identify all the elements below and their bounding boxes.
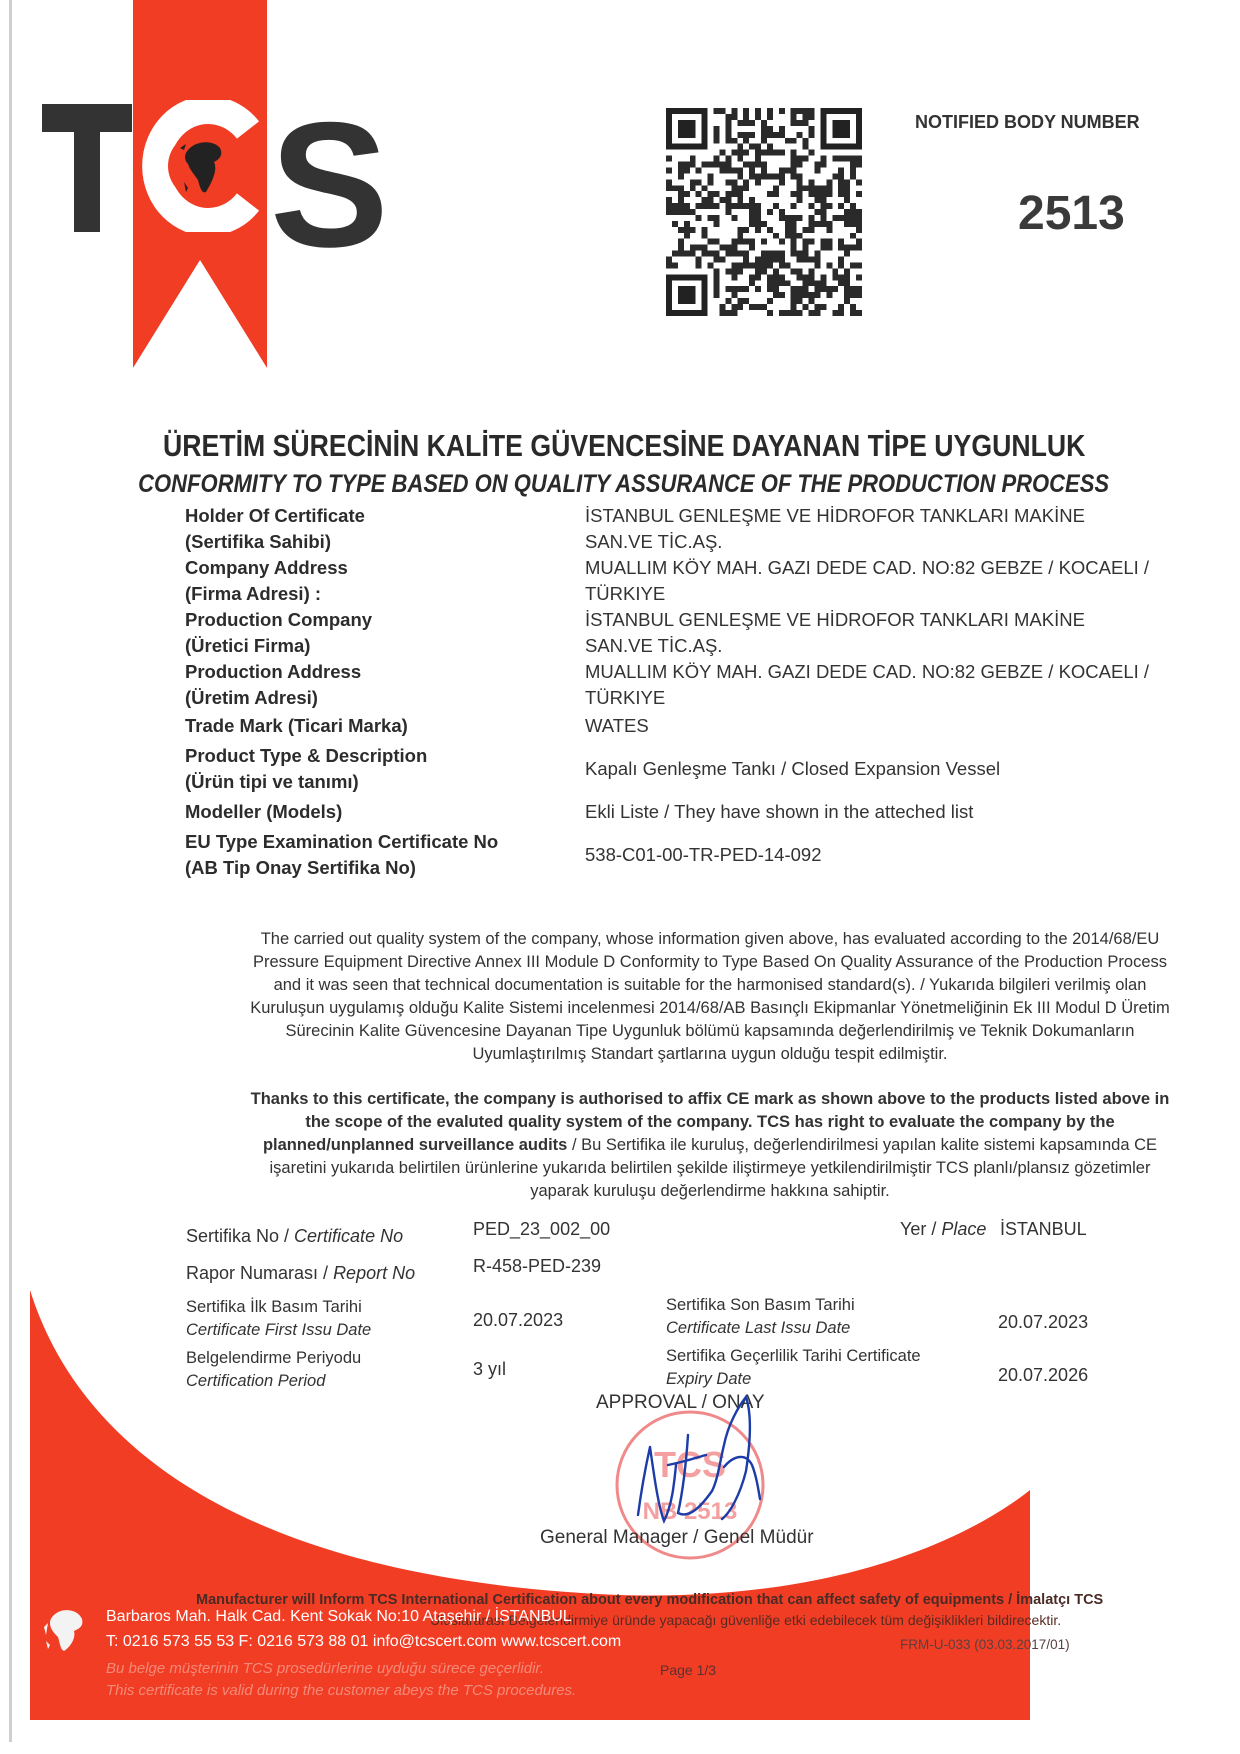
info-row-production-company — [185, 607, 1240, 659]
signer-title: General Manager / Genel Müdür — [540, 1527, 814, 1548]
report-no-label — [186, 1261, 415, 1285]
info-label-tr: (Sertifika Sahibi) — [185, 531, 331, 552]
expiry-date: 20.07.2026 — [998, 1365, 1089, 1385]
label-en: Certification Period — [186, 1372, 326, 1390]
place-label — [900, 1217, 986, 1241]
label-tr: Rapor Numarası / — [186, 1263, 334, 1283]
label-en: Place — [941, 1219, 987, 1239]
label-tr: Sertifika No / — [186, 1226, 295, 1246]
report-no-value: R-458-PED-239 — [473, 1256, 602, 1276]
paragraph-line: Kuruluşun uygulamış olduğu Kalite Sistemi incelenmesi 2014/68/AB Basınçlı Ekipmanlar Yönetmeliğinin Ek III Modul D Üretim — [250, 999, 1170, 1017]
last-issue-label — [666, 1294, 855, 1340]
period-value: 3 yıl — [473, 1359, 507, 1379]
info-label-tr: (Üretici Firma) — [185, 635, 311, 656]
label-tr: Belgelendirme Periyodu — [186, 1349, 362, 1367]
info-row-eu-type-cert — [185, 827, 1240, 883]
stamp-text-bottom: NB 2513 — [642, 1498, 738, 1525]
label-en: Certificate First Issu Date — [186, 1321, 372, 1339]
manufacturer-notice: Manufacturer will Inform TCS International Certification about every modification that can affect safety of equipments / İmalatçı TCS — [196, 1592, 1104, 1608]
info-label: Holder Of Certificate — [185, 505, 365, 526]
paragraph-line: Thanks to this certificate, the company is authorised to affix CE mark as shown above to the products listed above in — [250, 1090, 1170, 1108]
label-tr: Yer / — [900, 1219, 942, 1239]
info-label: Product Type & Description — [185, 745, 428, 766]
expiry-label — [666, 1345, 921, 1391]
info-label: Modeller (Models) — [185, 801, 343, 822]
tcs-contact[interactable]: T: 0216 573 55 53 F: 0216 573 88 01 info@tcscert.com www.tcscert.com — [106, 1633, 622, 1650]
info-label-tr: (AB Tip Onay Sertifika No) — [185, 857, 416, 878]
info-value: MUALLIM KÖY MAH. GAZI DEDE CAD. NO:82 GEBZE / KOCAELI / — [585, 661, 1150, 682]
paragraph-line: the scope of the evaluted quality system of the company. TCS has right to evaluate the company by the — [305, 1113, 1115, 1131]
info-row-product-type — [185, 741, 1240, 797]
ce-mark-paragraph — [185, 1088, 1235, 1203]
qr-code[interactable] — [666, 108, 862, 316]
label-en: Certificate No — [294, 1226, 404, 1246]
info-label-tr: (Firma Adresi) : — [185, 583, 322, 604]
info-value: İSTANBUL GENLEŞME VE HİDROFOR TANKLARI MAKİNE — [585, 505, 1085, 526]
info-row-trade-mark — [185, 711, 1240, 741]
last-issue-date: 20.07.2023 — [998, 1312, 1089, 1332]
approval-label: APPROVAL / ONAY — [596, 1392, 765, 1413]
label-tr: Sertifika Son Basım Tarihi — [666, 1296, 855, 1314]
label-tr: Sertifika Geçerlilik Tarihi Certificate — [666, 1347, 921, 1365]
paragraph-line: Sürecinin Kalite Güvencesine Dayanan Tipe Uygunluk bölümü kapsamında değerlendirilmiş ve Teknik Dokumanların — [285, 1022, 1135, 1040]
paragraph-line: The carried out quality system of the company, whose information given above, has evaluated according to the 2014/68/EU — [260, 930, 1160, 948]
paragraph-line: işaretini yukarıda belirtilen ürünlerine yukarıda belirtilen şekilde iliştirmeye yetkilendirilmiştir TCS planlı/plansız gözetimler — [269, 1159, 1151, 1177]
label-en: Certificate Last Issu Date — [666, 1319, 851, 1337]
info-value: Ekli Liste / They have shown in the atteched list — [585, 801, 974, 822]
info-label: EU Type Examination Certificate No — [185, 831, 499, 852]
page-number: Page 1/3 — [660, 1662, 717, 1678]
info-label: Production Address — [185, 661, 362, 682]
tcs-address: Barbaros Mah. Halk Cad. Kent Sokak No:10 Ataşehir / İSTANBUL — [106, 1608, 572, 1625]
info-label-tr: (Üretim Adresi) — [185, 687, 318, 708]
globe-icon — [40, 1605, 86, 1651]
info-value: MUALLIM KÖY MAH. GAZI DEDE CAD. NO:82 GEBZE / KOCAELI / — [585, 557, 1150, 578]
logo-letter-s: S — [270, 85, 389, 284]
label-en: Report No — [333, 1263, 416, 1283]
notified-body-label: NOTIFIED BODY NUMBER — [915, 112, 1140, 132]
stamp-text-top: TCS — [654, 1444, 726, 1485]
info-value-line2: SAN.VE TİC.AŞ. — [585, 531, 723, 552]
validity-note-tr: Bu belge müşterinin TCS prosedürlerine uyduğu sürece geçerlidir. — [106, 1660, 545, 1677]
info-value-line2: TÜRKIYE — [585, 687, 666, 708]
info-value: İSTANBUL GENLEŞME VE HİDROFOR TANKLARI MAKİNE — [585, 609, 1085, 630]
title-english: CONFORMITY TO TYPE BASED ON QUALITY ASSURANCE OF THE PRODUCTION PROCESS — [138, 470, 1110, 498]
first-issue-label — [186, 1296, 371, 1342]
info-value: Kapalı Genleşme Tankı / Closed Expansion Vessel — [585, 758, 1001, 779]
paragraph-line: Uyumlaştırılmış Standart şartlarına uygun olduğu tespit edilmiştir. — [472, 1045, 948, 1063]
paragraph-line: Pressure Equipment Directive Annex III Module D Conformity to Type Based On Quality Assurance of the Production Process — [252, 953, 1168, 971]
info-value-line2: TÜRKIYE — [585, 583, 666, 604]
info-value: 538-C01-00-TR-PED-14-092 — [585, 844, 822, 865]
paragraph-rest: / Bu Sertifika ile kuruluş, değerlendirilmesi yapılan kalite sistemi kapsamında CE — [567, 1136, 1158, 1154]
place-value: İSTANBUL — [1000, 1219, 1087, 1239]
logo-letter-t — [42, 104, 132, 232]
paragraph-line: and it was seen that technical documentation is suitable for the harmonised standard(s). / Yukarıda bilgileri verilmiş olan — [273, 976, 1147, 994]
certificate-info-table — [185, 503, 1240, 883]
info-label: Company Address — [185, 557, 348, 578]
info-label: Trade Mark (Ticari Marka) — [185, 715, 408, 736]
info-row-holder — [185, 503, 1240, 555]
notified-body-number: 2513 — [1018, 187, 1125, 240]
cert-no-value: PED_23_002_00 — [473, 1219, 611, 1239]
label-en: Expiry Date — [666, 1370, 752, 1388]
form-number: FRM-U-033 (03.03.2017/01) — [900, 1637, 1070, 1652]
period-label — [186, 1347, 361, 1393]
info-row-models — [185, 797, 1240, 827]
paragraph-line — [185, 1134, 1235, 1157]
first-issue-date: 20.07.2023 — [473, 1310, 564, 1330]
validity-note-en: This certificate is valid during the customer abeys the TCS procedures. — [106, 1682, 577, 1699]
info-label-tr: (Ürün tipi ve tanımı) — [185, 771, 359, 792]
info-value: WATES — [585, 715, 649, 736]
info-row-production-address — [185, 659, 1240, 711]
cert-no-label — [186, 1224, 403, 1248]
paragraph-bold-prefix: planned/unplanned surveillance audits — [262, 1136, 568, 1154]
label-tr: Sertifika İlk Basım Tarihi — [186, 1298, 362, 1316]
evaluation-paragraph — [185, 928, 1235, 1066]
info-value-line2: SAN.VE TİC.AŞ. — [585, 635, 723, 656]
info-row-company-address — [185, 555, 1240, 607]
manufacturer-notice-tr: Uluslararası Belgelendirmiye üründe yapacağı güvenliğe etki edebilecek tüm değişiklikleri bildirecektir. — [430, 1612, 1062, 1628]
paragraph-line: yaparak kuruluşu değerlendirme hakkına sahiptir. — [530, 1182, 890, 1200]
logo-letter-c-globe — [140, 100, 264, 232]
title-turkish: ÜRETİM SÜRECİNİN KALİTE GÜVENCESİNE DAYANAN TİPE UYGUNLUK — [163, 428, 1086, 463]
info-label: Production Company — [185, 609, 373, 630]
signature — [628, 1395, 778, 1540]
